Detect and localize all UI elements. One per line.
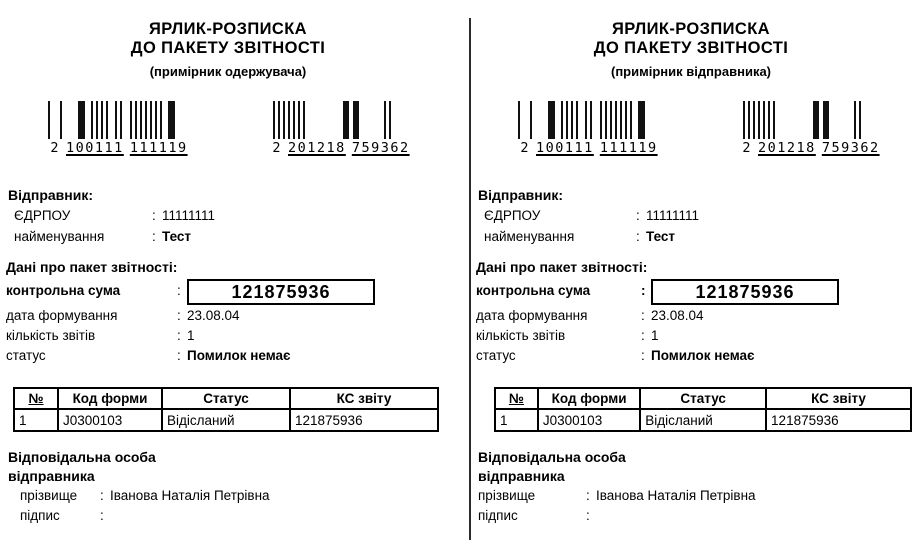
field-label: ЄДРПОУ [14,208,71,223]
barcode-2 [250,101,432,156]
field-row-signature [8,506,270,526]
title-line-1: ЯРЛИК-РОЗПИСКА [611,20,770,38]
barcode-1-group2: 111119 [129,140,188,156]
barcode-2-group2: 759362 [821,140,880,156]
barcode-1-number [498,140,680,156]
field-row-status [476,346,839,366]
checksum-box: 121875936 [187,279,375,305]
field-colon: : [177,348,181,363]
field-colon: : [586,488,590,503]
table-header-checksum: КС звіту [766,388,911,409]
table-row [495,409,911,431]
page-title [470,20,912,79]
field-row-surname [8,486,270,506]
responsible-heading-line-1: Відповідальна особа [8,449,156,465]
field-value: 23.08.04 [187,308,240,323]
field-label: дата формування [6,308,118,323]
reports-table [13,387,439,432]
sender-heading: Відправник: [8,187,94,203]
field-row-name [8,226,215,247]
field-colon: : [636,229,640,244]
field-value: 11111111 [162,208,216,223]
field-colon: : [100,508,104,523]
field-colon: : [641,348,645,363]
field-label: статус [6,348,46,363]
field-label: кількість звітів [476,328,566,343]
field-row-signature [478,506,756,526]
table-cell-number: 1 [495,409,538,431]
package-section [476,257,839,366]
table-header-status: Статус [640,388,766,409]
field-row-count [6,326,375,346]
copy-subtitle: (примірник одержувача) [149,64,307,79]
field-value: Іванова Наталія Петрівна [596,488,756,503]
field-label: ЄДРПОУ [484,208,541,223]
status-value: Помилок немає [651,348,755,363]
barcode-1-number [28,140,210,156]
barcode-1 [498,101,680,156]
field-label: найменування [14,229,105,244]
table-cell-number: 1 [14,409,58,431]
barcode-1-prefix: 2 [50,140,61,156]
receipt-panel-sender [470,0,912,548]
table-header-number: № [495,388,538,409]
package-heading: Дані про пакет звітності: [476,259,648,275]
field-label: підпис [478,508,518,523]
barcode-1 [28,101,210,156]
responsible-section [478,448,756,526]
sender-heading: Відправник: [478,187,564,203]
table-header-checksum: КС звіту [290,388,438,409]
barcode-2-image [266,101,416,139]
table-header-form-code: Код форми [538,388,640,409]
sender-section [8,185,215,247]
barcode-2-group2: 759362 [351,140,410,156]
field-colon: : [177,283,181,298]
field-value: 23.08.04 [651,308,704,323]
checksum-box: 121875936 [651,279,839,305]
package-heading: Дані про пакет звітності: [6,259,178,275]
field-value: 11111111 [646,208,700,223]
barcode-2-image [736,101,886,139]
field-colon: : [177,328,181,343]
table-cell-checksum: 121875936 [766,409,911,431]
field-label: дата формування [476,308,588,323]
field-value: Іванова Наталія Петрівна [110,488,270,503]
field-row-surname [478,486,756,506]
field-value: Тест [162,229,192,244]
copy-subtitle: (примірник відправника) [610,64,772,79]
field-label: контрольна сума [476,283,591,298]
field-row-date [6,306,375,326]
field-row-edrpou [478,205,699,226]
field-colon: : [641,328,645,343]
barcode-1-group2: 111119 [599,140,658,156]
table-cell-form-code: J0300103 [58,409,162,431]
field-row-status [6,346,375,366]
barcode-2-group1: 201218 [758,140,816,156]
table-cell-checksum: 121875936 [290,409,438,431]
responsible-section [8,448,270,526]
barcode-2-number [250,140,432,156]
field-row-edrpou [8,205,215,226]
table-cell-status: Відісланий [162,409,290,431]
responsible-heading-line-2: відправника [8,468,95,484]
field-row-checksum [476,279,839,306]
field-label: прізвище [20,488,78,503]
field-colon: : [152,229,156,244]
sender-section [478,185,699,247]
field-colon: : [641,283,646,298]
barcode-2-prefix: 2 [742,140,753,156]
field-value: 1 [187,328,195,343]
barcode-1-group1: 100111 [536,140,594,156]
barcode-2-prefix: 2 [272,140,283,156]
table-cell-status: Відісланий [640,409,766,431]
field-label: підпис [20,508,60,523]
field-colon: : [636,208,640,223]
barcode-2-number [720,140,902,156]
field-label: найменування [484,229,575,244]
field-colon: : [152,208,156,223]
table-row [14,409,438,431]
field-row-checksum [6,279,375,306]
barcode-2 [720,101,902,156]
field-value: Тест [646,229,676,244]
field-colon: : [586,508,590,523]
field-colon: : [177,308,181,323]
table-header-status: Статус [162,388,290,409]
barcode-1-group1: 100111 [66,140,124,156]
status-value: Помилок немає [187,348,291,363]
field-row-name [478,226,699,247]
field-label: статус [476,348,516,363]
responsible-heading-line-2: відправника [478,468,565,484]
table-header-form-code: Код форми [58,388,162,409]
barcode-2-group1: 201218 [288,140,346,156]
title-line-2: ДО ПАКЕТУ ЗВІТНОСТІ [593,39,789,57]
reports-table [494,387,912,432]
table-cell-form-code: J0300103 [538,409,640,431]
barcode-1-image [514,101,664,139]
barcode-1-prefix: 2 [520,140,531,156]
field-label: контрольна сума [6,283,121,298]
field-label: кількість звітів [6,328,96,343]
field-row-count [476,326,839,346]
field-colon: : [100,488,104,503]
barcode-1-image [44,101,194,139]
title-line-1: ЯРЛИК-РОЗПИСКА [148,20,307,38]
page-title [0,20,456,79]
table-header-row [14,388,438,409]
package-section [6,257,375,366]
table-header-number: № [14,388,58,409]
field-value: 1 [651,328,659,343]
table-header-row [495,388,911,409]
field-row-date [476,306,839,326]
responsible-heading-line-1: Відповідальна особа [478,449,626,465]
field-colon: : [641,308,645,323]
title-line-2: ДО ПАКЕТУ ЗВІТНОСТІ [130,39,326,57]
field-label: прізвище [478,488,536,503]
